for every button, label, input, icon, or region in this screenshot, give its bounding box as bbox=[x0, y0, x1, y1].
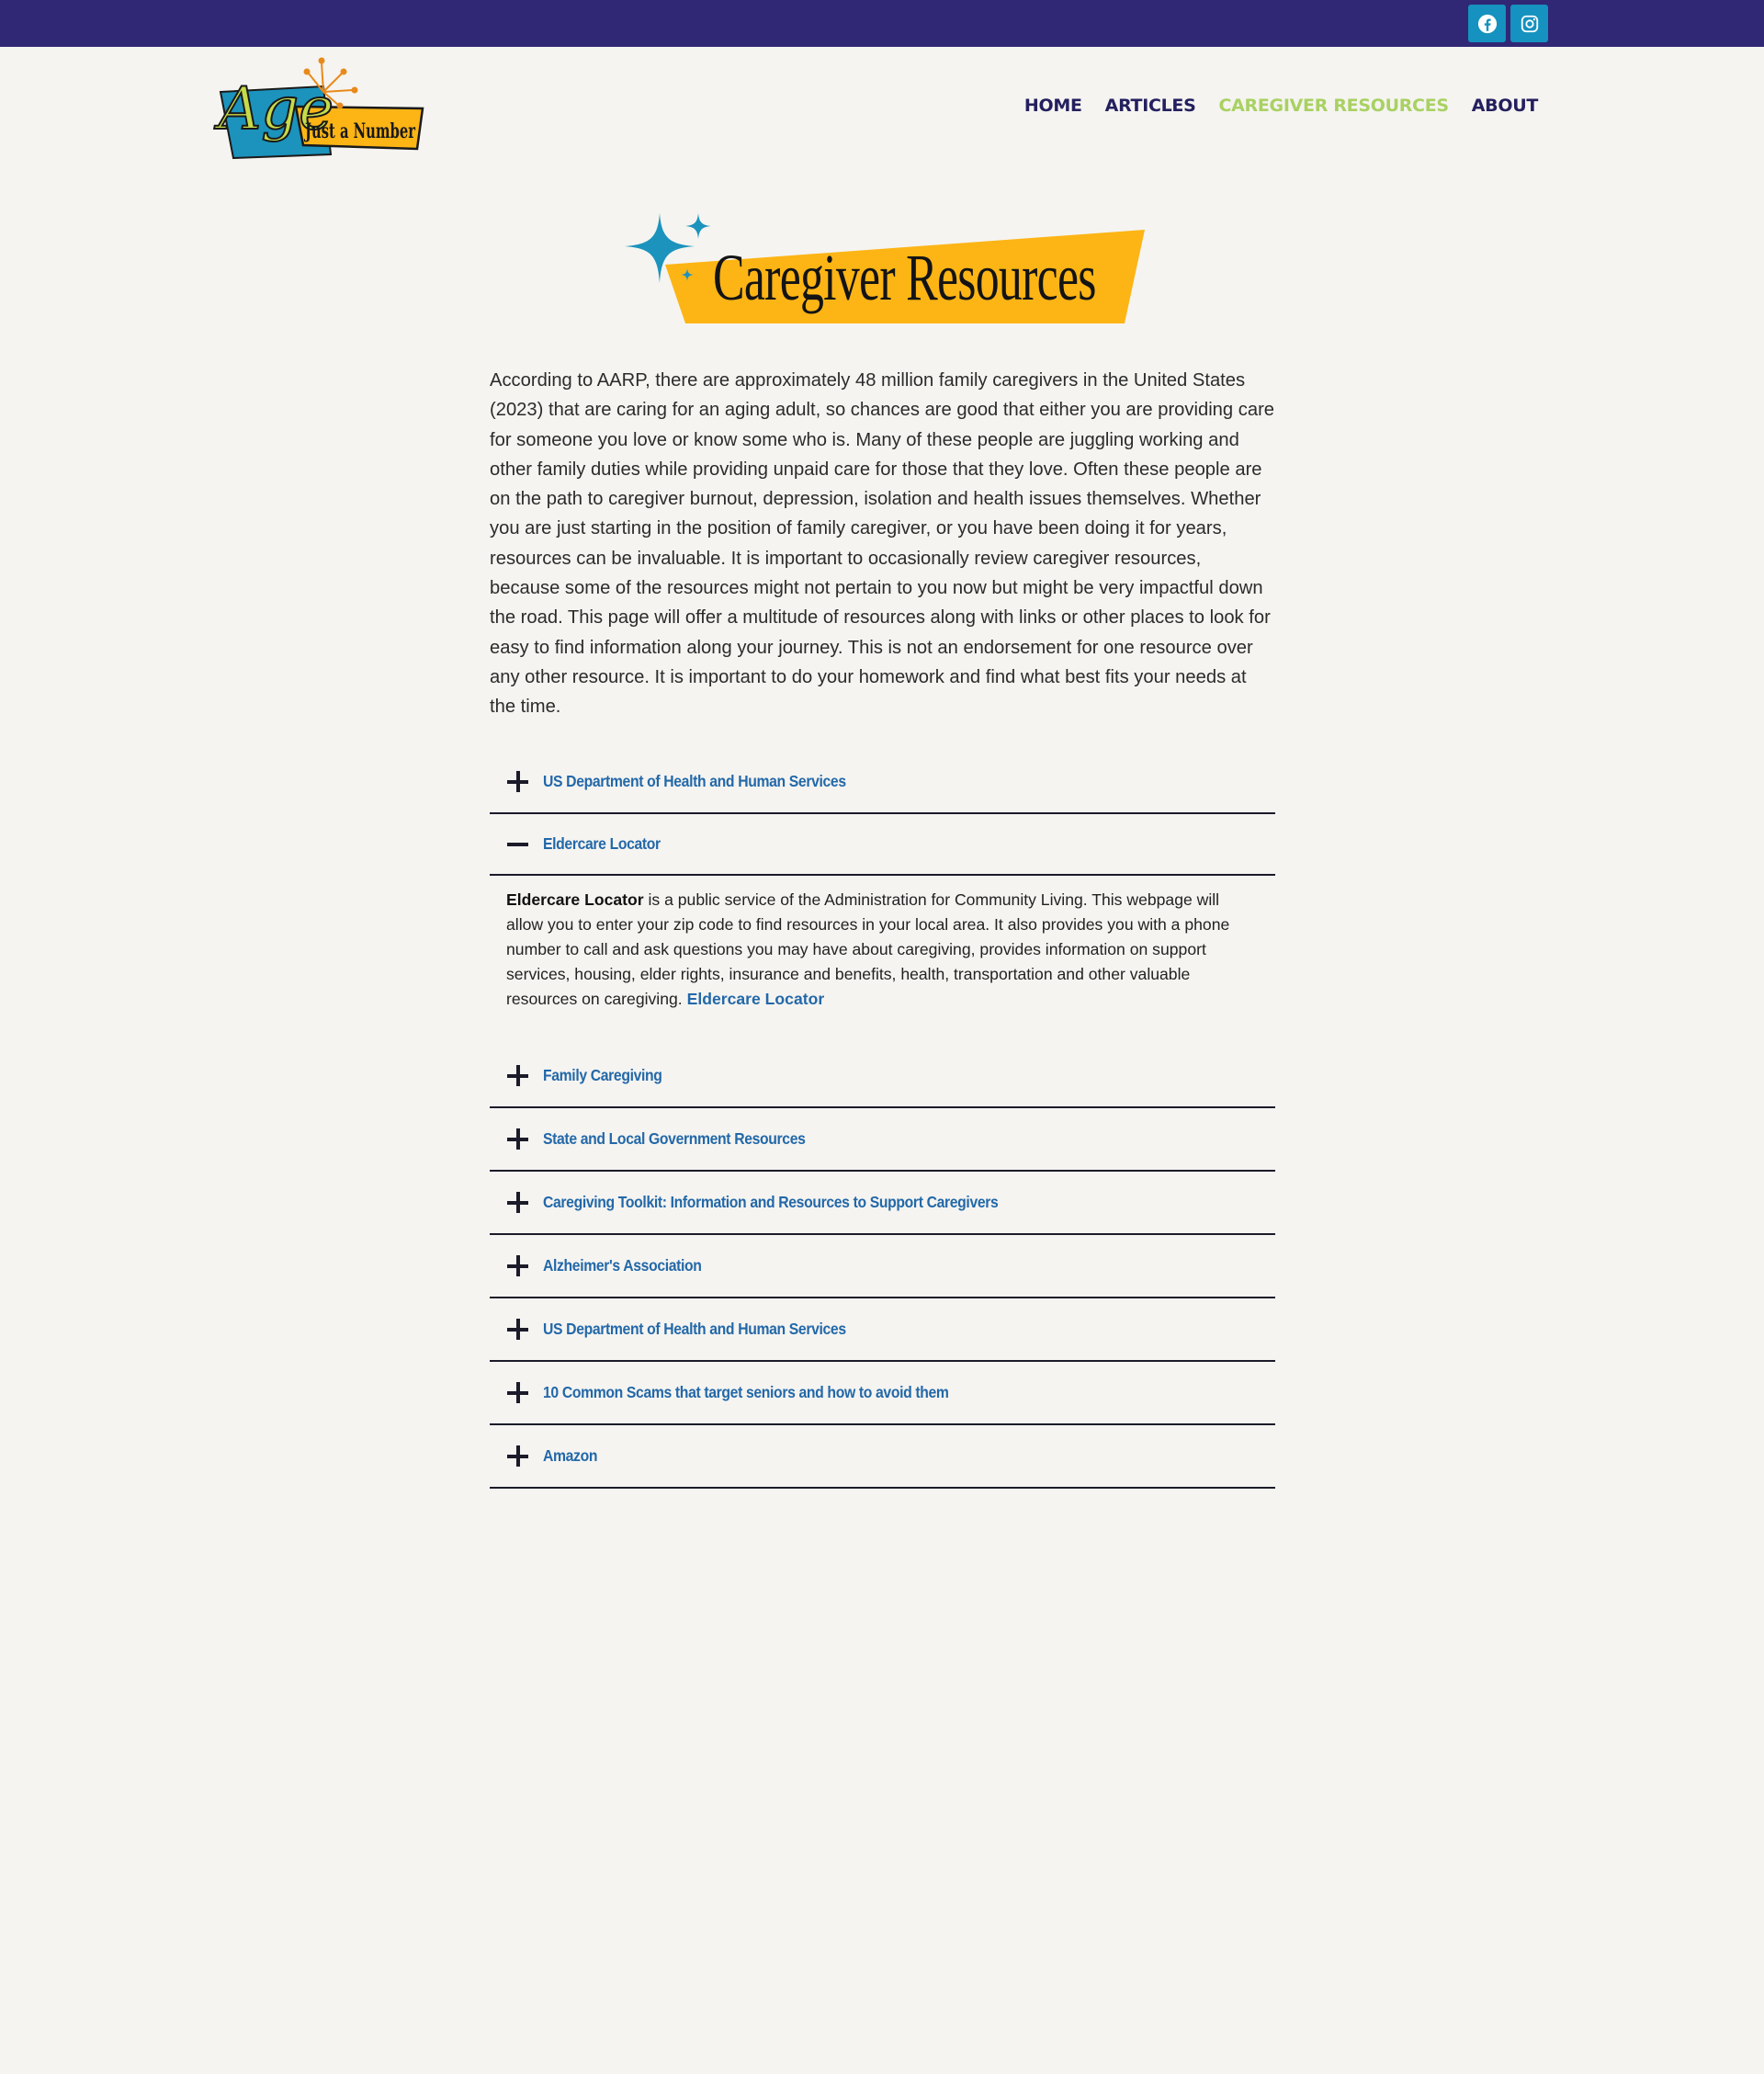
plus-icon bbox=[507, 1128, 528, 1150]
main-nav bbox=[1024, 96, 1538, 116]
page-title: Caregiver Resources bbox=[713, 241, 1096, 314]
plus-icon bbox=[507, 1445, 528, 1467]
accordion-item bbox=[490, 1045, 1275, 1108]
accordion-toggle[interactable] bbox=[490, 1362, 1275, 1423]
accordion-toggle[interactable] bbox=[490, 1298, 1275, 1360]
accordion-item bbox=[490, 1235, 1275, 1298]
plus-icon bbox=[507, 1065, 528, 1086]
accordion-item bbox=[490, 1362, 1275, 1425]
eldercare-locator-link[interactable]: Eldercare Locator bbox=[686, 990, 825, 1008]
accordion-toggle[interactable] bbox=[490, 1425, 1275, 1487]
accordion-toggle[interactable] bbox=[490, 1045, 1275, 1106]
logo-sub-text: Just a Number bbox=[303, 119, 416, 143]
accordion-title: Caregiving Toolkit: Information and Resources to Support Caregivers bbox=[543, 1193, 999, 1211]
instagram-button[interactable] bbox=[1510, 5, 1548, 42]
accordion-title: US Department of Health and Human Services bbox=[543, 772, 846, 790]
instagram-icon bbox=[1520, 14, 1540, 34]
accordion-item bbox=[490, 1425, 1275, 1489]
logo-age-text: Age bbox=[219, 75, 334, 143]
accordion-title: Alzheimer's Association bbox=[543, 1256, 702, 1275]
plus-icon bbox=[507, 1319, 528, 1340]
nav-about[interactable]: ABOUT bbox=[1471, 96, 1538, 116]
top-bar bbox=[0, 0, 1764, 47]
accordion-title: Eldercare Locator bbox=[543, 834, 661, 853]
content-text: is a public service of the Administration for Community Living. This webpage will allow you to enter your zip code to find resources in your local area. It also provides you with a phone number to call and ask questions you may have about caregiving, provides information on support services, housing, elder rights, insurance and benefits, health, transportation and other valuable resources on caregiving. bbox=[506, 890, 1230, 1008]
plus-icon bbox=[507, 771, 528, 792]
resources-accordion bbox=[490, 751, 1275, 1489]
plus-icon bbox=[507, 1382, 528, 1403]
content-bold-lead: Eldercare Locator bbox=[506, 890, 644, 909]
plus-icon bbox=[507, 1255, 528, 1276]
accordion-toggle[interactable] bbox=[490, 751, 1275, 812]
site-logo[interactable] bbox=[213, 53, 426, 162]
accordion-item bbox=[490, 1172, 1275, 1235]
accordion-title: Family Caregiving bbox=[543, 1066, 662, 1084]
facebook-icon bbox=[1477, 14, 1498, 34]
nav-articles[interactable]: ARTICLES bbox=[1104, 96, 1196, 116]
accordion-item bbox=[490, 1298, 1275, 1362]
facebook-button[interactable] bbox=[1468, 5, 1506, 42]
nav-home[interactable]: HOME bbox=[1023, 96, 1082, 116]
accordion-title: State and Local Government Resources bbox=[543, 1129, 806, 1148]
accordion-title: Amazon bbox=[543, 1446, 598, 1465]
nav-caregiver-resources[interactable]: CAREGIVER RESOURCES bbox=[1218, 96, 1449, 116]
accordion-item-open bbox=[490, 814, 1275, 1045]
minus-icon bbox=[507, 833, 528, 855]
accordion-toggle[interactable] bbox=[490, 814, 1275, 876]
intro-paragraph: According to AARP, there are approximately 48 million family caregivers in the United States (2023) that are caring for an aging adult, so chances are good that either you are providing care for someone you love or know some who is. Many of these people are juggling working and other family duties while providing unpaid care for those that they love. Often these people are on the path to caregiver burnout, depression, isolation and health issues themselves. Whether you are just starting in the position of family caregiver, or you have been doing it for years, resources can be invaluable. It is important to occasionally review caregiver resources, because some of the resources might not pertain to you now but might be very impactful down the road. This page will offer a multitude of resources along with links or other places to look for easy to find information along your journey. This is not an endorsement for one resource over any other resource. It is important to do your homework and find what best fits your needs at the time. bbox=[490, 370, 1275, 718]
accordion-toggle[interactable] bbox=[490, 1235, 1275, 1297]
plus-icon bbox=[507, 1192, 528, 1213]
accordion-title: 10 Common Scams that target seniors and how to avoid them bbox=[543, 1383, 949, 1401]
accordion-item bbox=[490, 1108, 1275, 1172]
accordion-item bbox=[490, 751, 1275, 814]
logo-graphic bbox=[213, 53, 426, 162]
sparkle-small-icon bbox=[685, 213, 711, 239]
accordion-content bbox=[490, 876, 1275, 1045]
accordion-title: US Department of Health and Human Services bbox=[543, 1320, 846, 1338]
accordion-toggle[interactable] bbox=[490, 1172, 1275, 1233]
accordion-toggle[interactable] bbox=[490, 1108, 1275, 1170]
